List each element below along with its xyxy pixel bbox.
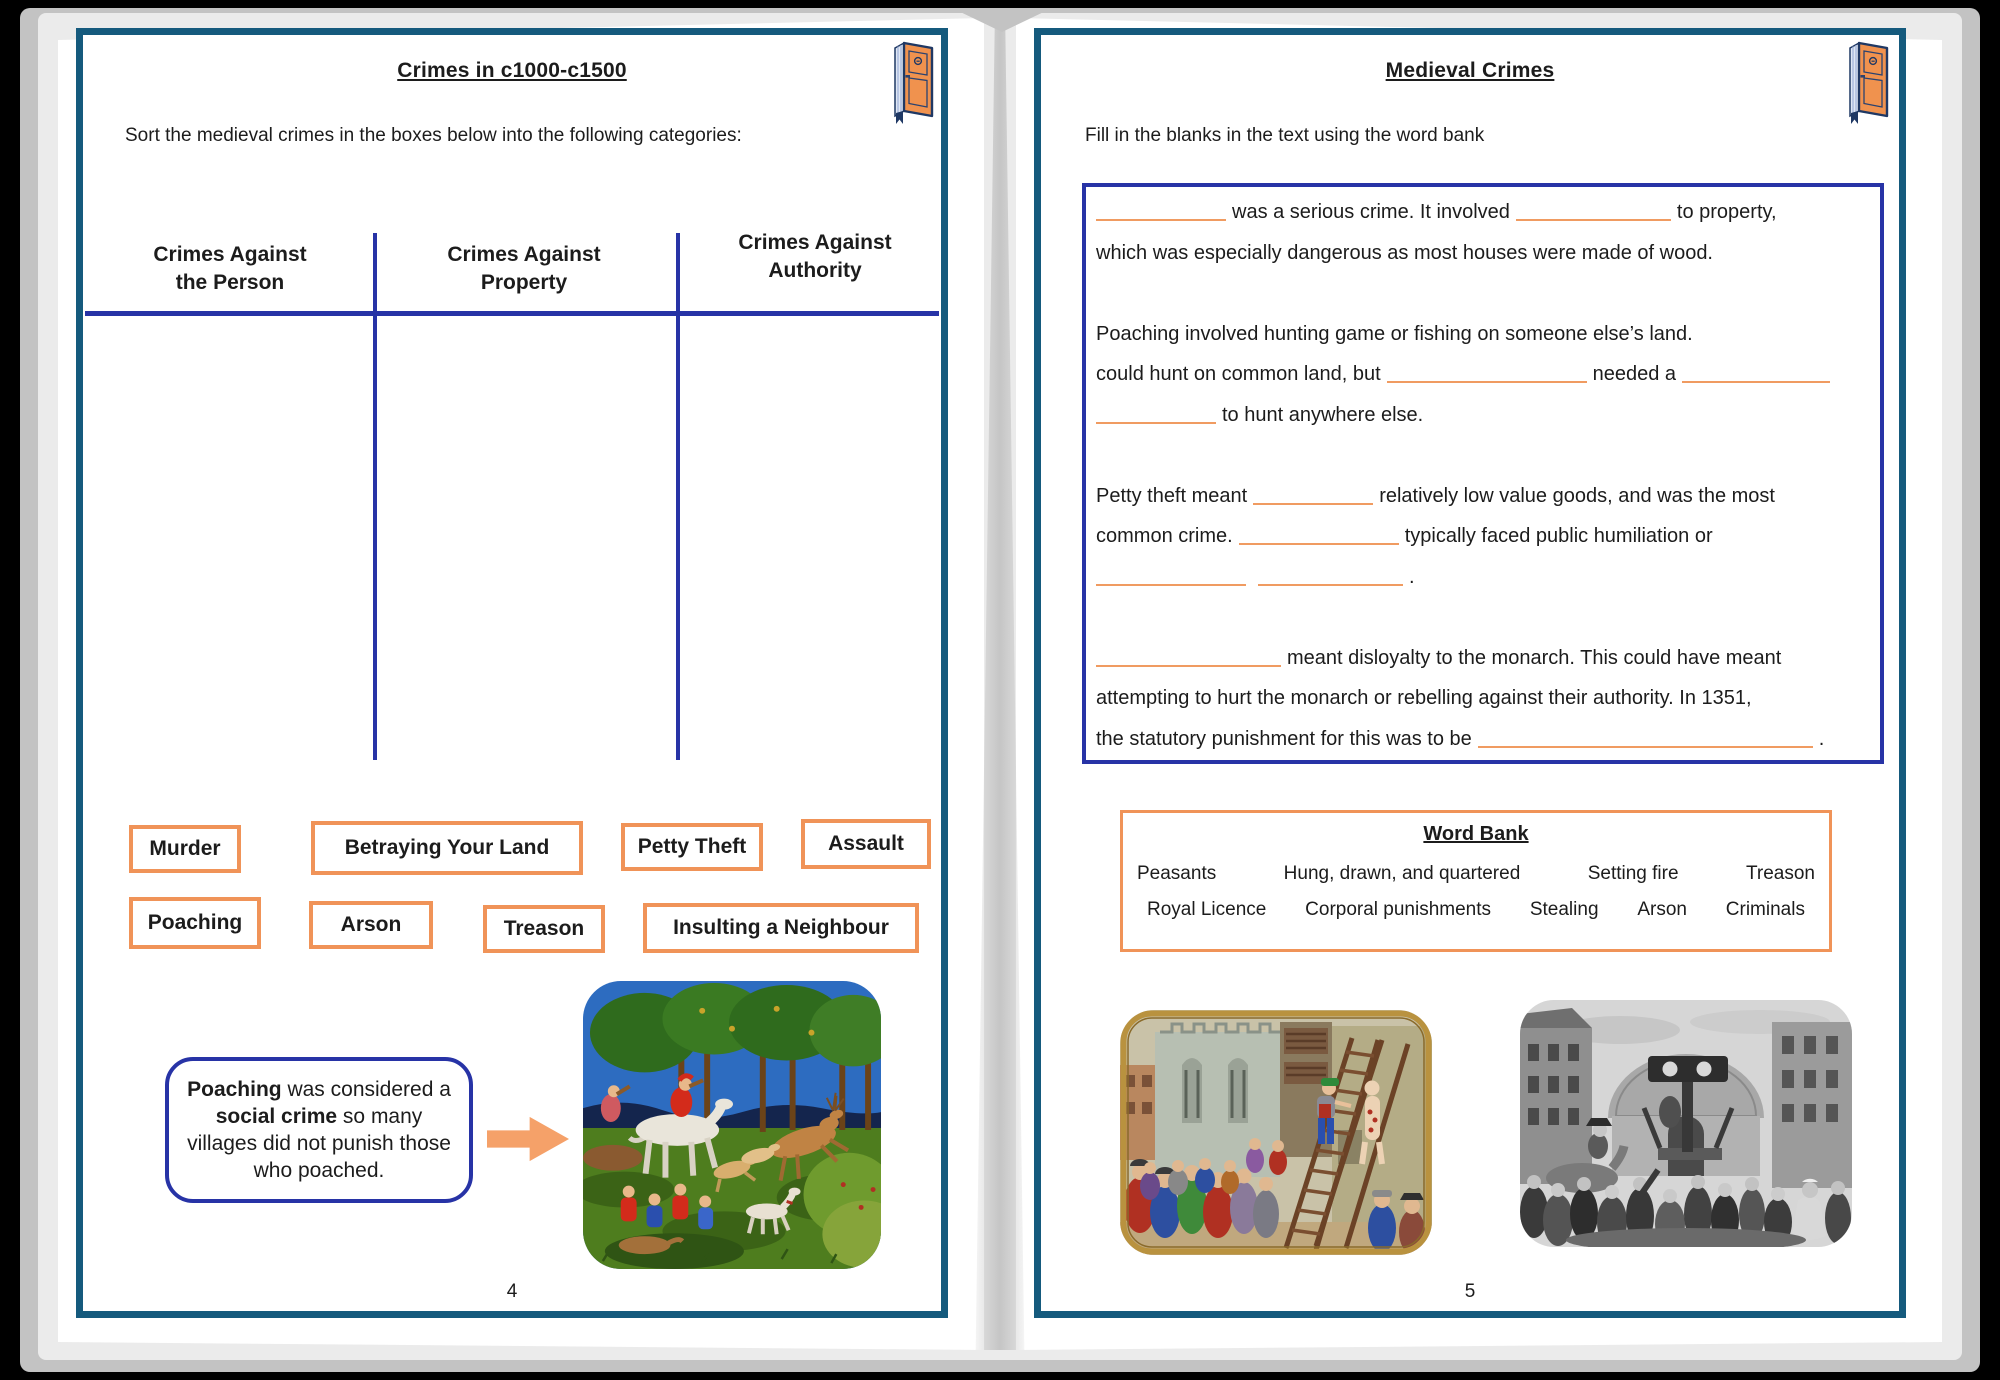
fill-text: could hunt on common land, but <box>1096 363 1381 385</box>
arrow-right-icon <box>487 1115 569 1163</box>
hunting-scene-art <box>583 981 881 1269</box>
fill-line <box>1096 192 1870 233</box>
crime-box-betraying-your-land: Betraying Your Land <box>311 821 583 875</box>
fill-line <box>1096 354 1870 395</box>
crime-box-treason: Treason <box>483 905 605 953</box>
page-title: Crimes in c1000-c1500 <box>397 59 627 82</box>
word-bank-title: Word Bank <box>1423 823 1529 845</box>
word-bank-item: Corporal punishments <box>1305 899 1492 920</box>
table-divider-horizontal <box>85 311 939 316</box>
pillory-engraving-image <box>1520 1000 1852 1247</box>
fill-text: to property, <box>1676 201 1777 223</box>
word-bank-row <box>1123 899 1829 921</box>
word-bank-item: Stealing <box>1529 899 1599 920</box>
column-header-line: Crimes Against <box>738 231 892 254</box>
fill-line <box>1096 638 1870 679</box>
word-bank-item: Setting fire <box>1587 863 1679 884</box>
worksheet-page-5 <box>1034 28 1906 1318</box>
word-bank-item: Royal Licence <box>1147 899 1267 920</box>
crime-box-murder: Murder <box>129 825 241 873</box>
fill-blank <box>1682 364 1830 383</box>
medieval-execution-scene-image <box>1120 1010 1432 1255</box>
fill-in-text-box <box>1082 183 1884 764</box>
poaching-callout <box>165 1057 473 1203</box>
callout-text <box>185 1076 453 1184</box>
column-header-authority <box>695 229 935 285</box>
page-number: 4 <box>506 1281 518 1302</box>
callout-run: so many villages did not punish those who poached. <box>187 1105 451 1182</box>
fill-text: the statutory punishment for this was to be <box>1096 727 1472 750</box>
fill-text: needed a <box>1592 363 1677 385</box>
fill-text: typically faced public humiliation or <box>1404 525 1713 547</box>
fill-text: was a serious crime. It involved <box>1232 201 1510 223</box>
fill-line <box>1096 233 1870 274</box>
column-header-line: Authority <box>768 259 862 282</box>
door-icon <box>883 39 943 125</box>
fill-text: to hunt anywhere else. <box>1222 403 1424 426</box>
fill-line <box>1096 516 1870 557</box>
crime-box-poaching: Poaching <box>129 897 261 949</box>
fill-blank <box>1096 648 1281 667</box>
word-bank-item: Arson <box>1637 899 1687 920</box>
word-bank-item: Peasants <box>1137 863 1217 884</box>
fill-blank <box>1258 567 1403 586</box>
word-bank <box>1120 810 1832 952</box>
page-title: Medieval Crimes <box>1385 59 1555 82</box>
fill-line <box>1096 678 1870 719</box>
fill-blank <box>1096 405 1216 424</box>
door-icon <box>1838 39 1898 125</box>
column-header-line: Crimes Against <box>447 243 601 266</box>
fill-line-spacer <box>1096 435 1870 476</box>
column-header-line: the Person <box>175 271 285 294</box>
word-bank-item: Criminals <box>1725 899 1805 920</box>
column-header-line: Property <box>480 271 568 294</box>
fill-blank <box>1096 202 1226 221</box>
fill-line <box>1096 314 1870 355</box>
callout-bold: Poaching <box>187 1078 282 1101</box>
fill-blank <box>1253 486 1373 505</box>
fill-line <box>1096 719 1870 760</box>
crime-box-petty-theft: Petty Theft <box>621 823 763 871</box>
column-header-property <box>404 241 644 297</box>
fill-line-spacer <box>1096 597 1870 638</box>
column-header-person <box>110 241 350 297</box>
pillory-scene-art <box>1520 1000 1852 1247</box>
fill-text: which was especially dangerous as most houses were made of wood. <box>1096 241 1713 264</box>
callout-run: was considered a <box>281 1078 451 1101</box>
worksheet-page-4 <box>76 28 948 1318</box>
fill-text: . <box>1818 727 1825 750</box>
fill-text: Poaching involved hunting game or fishing on someone else’s land. <box>1096 322 1693 345</box>
instruction-text: Fill in the blanks in the text using the word bank <box>1085 125 1485 146</box>
fill-line <box>1096 557 1870 598</box>
fill-line-spacer <box>1096 273 1870 314</box>
fill-blank <box>1096 567 1246 586</box>
execution-scene-art <box>1120 1010 1432 1255</box>
fill-text: . <box>1409 565 1415 588</box>
column-header-line: Crimes Against <box>153 243 307 266</box>
fill-blank <box>1516 202 1671 221</box>
medieval-hunting-scene-image <box>583 981 881 1269</box>
fill-line <box>1096 476 1870 517</box>
fill-text: meant disloyalty to the monarch. This could have meant <box>1287 646 1782 669</box>
fill-blank <box>1387 364 1587 383</box>
fill-text: attempting to hurt the monarch or rebelling against their authority. In 1351, <box>1096 687 1752 709</box>
fill-text: relatively low value goods, and was the most <box>1379 484 1775 507</box>
callout-bold: social crime <box>215 1105 338 1128</box>
instruction-text: Sort the medieval crimes in the boxes below into the following categories: <box>125 125 742 146</box>
word-bank-row <box>1123 863 1829 885</box>
crime-box-assault: Assault <box>801 819 931 869</box>
fill-text: common crime. <box>1096 525 1233 547</box>
page-number: 5 <box>1464 1281 1476 1302</box>
fill-text: Petty theft meant <box>1096 484 1248 507</box>
word-bank-item: Treason <box>1745 863 1815 884</box>
fill-blank <box>1239 526 1399 545</box>
crime-box-arson: Arson <box>309 901 433 949</box>
fill-line <box>1096 395 1870 436</box>
fill-blank <box>1478 729 1813 748</box>
crime-box-insulting-a-neighbour: Insulting a Neighbour <box>643 903 919 953</box>
word-bank-item: Hung, drawn, and quartered <box>1283 863 1521 884</box>
